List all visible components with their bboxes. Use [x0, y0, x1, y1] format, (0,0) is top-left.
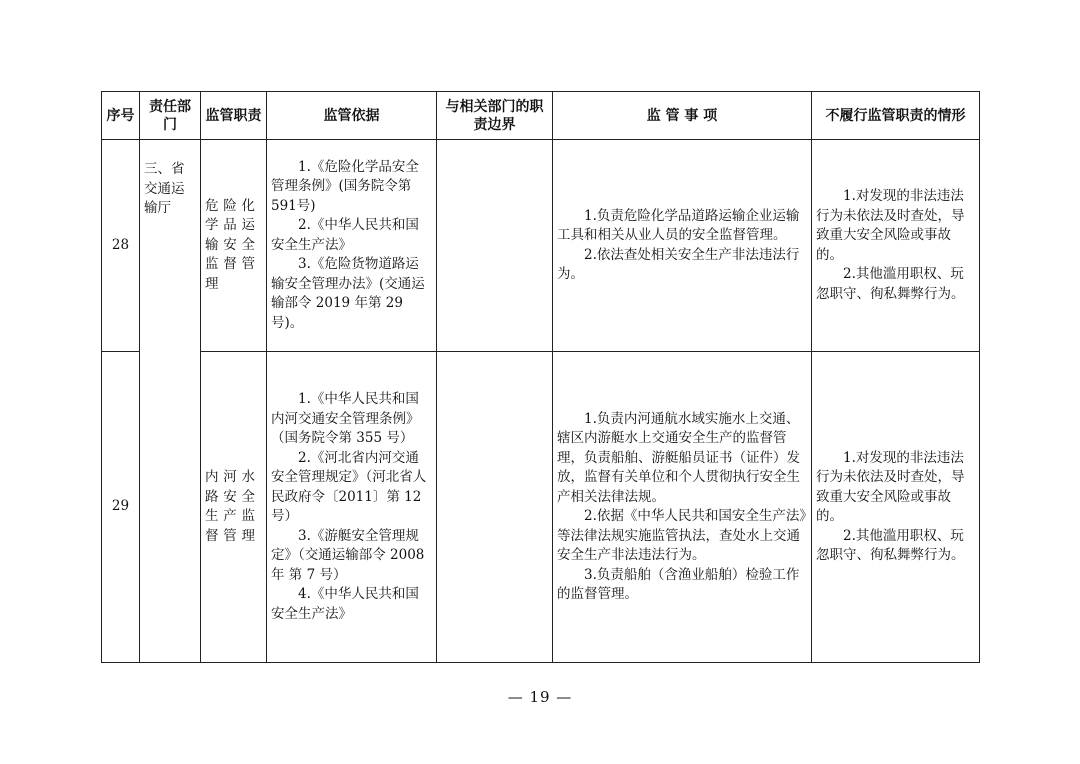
header-basis: 监管依据 — [267, 92, 437, 140]
row-number: 29 — [102, 352, 140, 663]
matter-item: 1.负责危险化学品道路运输企业运输工具和相关从业人员的安全监督管理。 — [557, 207, 800, 243]
duty-cell: 危险化学品运输安全监督管理 — [201, 140, 267, 352]
header-matters: 监 管 事 项 — [553, 92, 812, 140]
header-boundary: 与相关部门的职责边界 — [437, 92, 553, 140]
header-row — [102, 92, 980, 140]
row-number: 28 — [102, 140, 140, 352]
header-seq: 序号 — [102, 92, 140, 140]
basis-cell — [267, 140, 437, 352]
basis-item: 3.《游艇安全管理规定》（交通运输部令 2008 年 第 7 号） — [271, 527, 425, 583]
matter-item: 1.负责内河通航水域实施水上交通、辖区内游艇水上交通安全生产的监督管理，负责船舶、游艇船员证书（证件）发放，监督有关单位和个人贯彻执行安全生产相关法律法规。 — [557, 410, 800, 505]
header-failures: 不履行监管职责的情形 — [812, 92, 980, 140]
boundary-cell — [437, 140, 553, 352]
failure-item: 1.对发现的非法违法行为未依法及时查处，导致重大安全风险或事故的。 — [816, 188, 965, 263]
failures-cell — [812, 140, 980, 352]
page-number: — 19 — — [507, 688, 573, 706]
table-row — [102, 352, 980, 663]
basis-item: 4.《中华人民共和国安全生产法》 — [271, 586, 419, 622]
boundary-cell — [437, 352, 553, 663]
table-row — [102, 140, 980, 352]
regulatory-duties-table — [101, 91, 980, 663]
department-cell: 三、省交通运输厅 — [140, 140, 201, 663]
basis-item: 3.《危险货物道路运输安全管理办法》(交通运输部令 2019 年第 29 号)。 — [271, 256, 425, 331]
failures-cell — [812, 352, 980, 663]
matters-cell — [553, 140, 812, 352]
basis-cell — [267, 352, 437, 663]
failure-item: 2.其他滥用职权、玩忽职守、徇私舞弊行为。 — [816, 266, 965, 302]
basis-item: 2.《中华人民共和国安全生产法》 — [271, 217, 419, 253]
basis-item: 1.《危险化学品安全管理条例》(国务院令第591号) — [271, 158, 419, 214]
failure-item: 2.其他滥用职权、玩忽职守、徇私舞弊行为。 — [816, 527, 965, 563]
basis-item: 2.《河北省内河交通安全管理规定》（河北省人民政府令〔2011〕第 12 号） — [271, 449, 427, 524]
header-dept: 责任部门 — [140, 92, 201, 140]
header-duty: 监管职责 — [201, 92, 267, 140]
matter-item: 2.依法查处相关安全生产非法违法行为。 — [557, 246, 800, 282]
matters-cell — [553, 352, 812, 663]
basis-item: 1.《中华人民共和国内河交通安全管理条例》（国务院令第 355 号） — [271, 391, 420, 446]
duty-cell: 内河水路安全生产监督管理 — [201, 352, 267, 663]
matter-item: 3.负责船舶（含渔业船舶）检验工作的监督管理。 — [557, 566, 800, 602]
matter-item: 2.依据《中华人民共和国安全生产法》等法律法规实施监管执法，查处水上交通安全生产非法违法行为。 — [557, 508, 807, 563]
failure-item: 1.对发现的非法违法行为未依法及时查处，导致重大安全风险或事故的。 — [816, 449, 965, 524]
